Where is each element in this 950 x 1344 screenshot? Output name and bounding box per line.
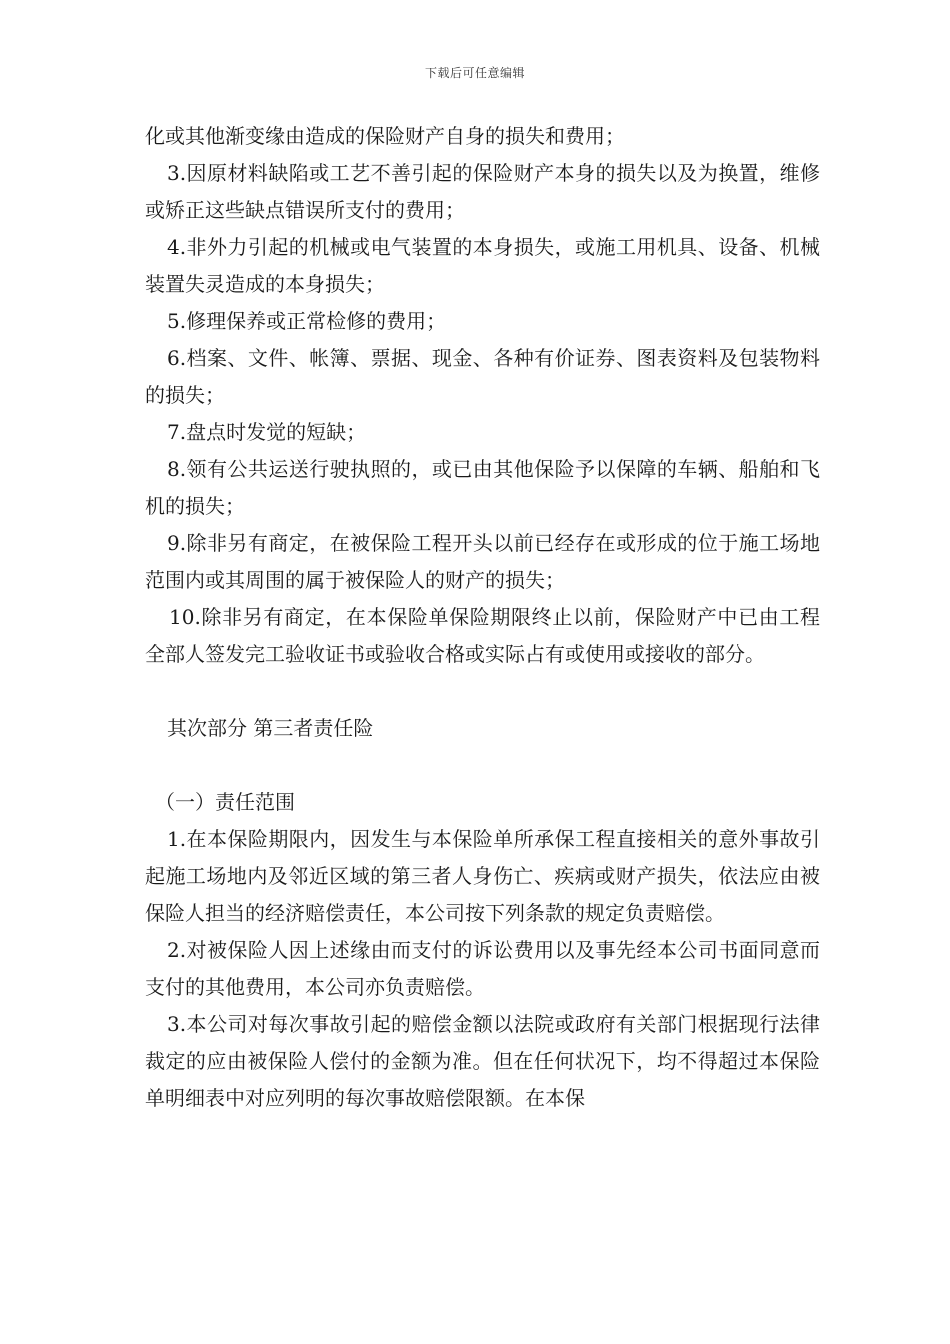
subsection-title: （一）责任范围 [155, 790, 295, 814]
exclusion-item-10: 10.除非另有商定，在本保险单保险期限终止以前，保险财产中已由工程全部人签发完工验收证书或验收合格或实际占有或使用或接收的部分。 [145, 605, 820, 666]
exclusion-item-6: 6.档案、文件、帐簿、票据、现金、各种有价证券、图表资料及包装物料的损失； [145, 346, 820, 407]
exclusion-item-7: 7.盘点时发觉的短缺； [167, 420, 367, 444]
exclusion-item-4: 4.非外力引起的机械或电气装置的本身损失，或施工用机具、设备、机械装置失灵造成的本身损失； [145, 235, 820, 296]
document-body [145, 118, 820, 1117]
liability-clause-1: 1.在本保险期限内，因发生与本保险单所承保工程直接相关的意外事故引起施工场地内及邻近区域的第三者人身伤亡、疾病或财产损失，依法应由被保险人担当的经济赔偿责任，本公司按下列条款的规定负责赔偿。 [145, 827, 820, 925]
exclusion-item-8: 8.领有公共运送行驶执照的，或已由其他保险予以保障的车辆、船舶和飞机的损失； [145, 457, 820, 518]
continuation-paragraph: 化或其他渐变缘由造成的保险财产自身的损失和费用； [145, 124, 625, 148]
exclusion-item-9: 9.除非另有商定，在被保险工程开头以前已经存在或形成的位于施工场地范围内或其周围的属于被保险人的财产的损失； [145, 531, 820, 592]
page-header: 下载后可任意编辑 [424, 66, 525, 80]
exclusion-item-5: 5.修理保养或正常检修的费用； [167, 309, 447, 333]
liability-clause-3: 3.本公司对每次事故引起的赔偿金额以法院或政府有关部门根据现行法律裁定的应由被保险人偿付的金额为准。但在任何状况下，均不得超过本保险单明细表中对应列明的每次事故赔偿限额。在本保 [145, 1012, 820, 1110]
exclusion-item-3: 3.因原材料缺陷或工艺不善引起的保险财产本身的损失以及为换置，维修或矫正这些缺点错误所支付的费用； [145, 161, 820, 222]
liability-clause-2: 2.对被保险人因上述缘由而支付的诉讼费用以及事先经本公司书面同意而支付的其他费用，本公司亦负责赔偿。 [145, 938, 820, 999]
section-title: 其次部分 第三者责任险 [167, 716, 374, 740]
